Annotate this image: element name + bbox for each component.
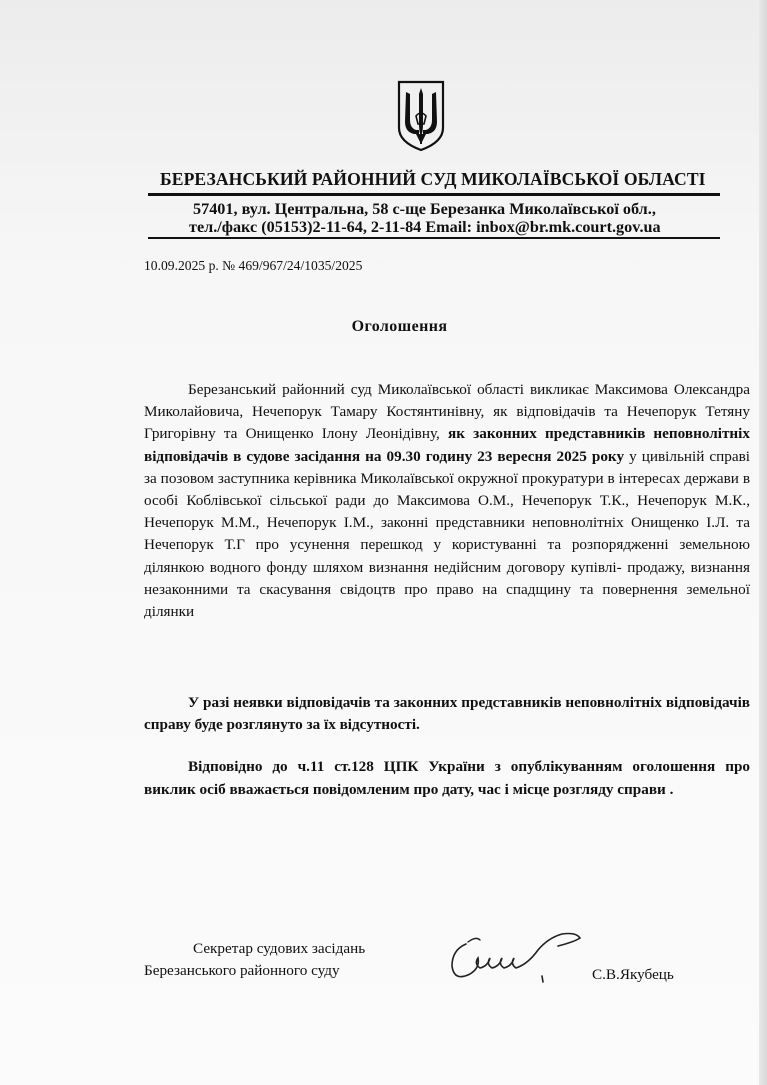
signatory-title-line1: Секретар судових засідань <box>193 940 366 957</box>
court-contacts: тел./факс (05153)2-11-64, 2-11-84 Email: inbox@br.mk.court.gov.ua <box>189 218 661 236</box>
main-paragraph-bold: як законних представників неповнолітніх відповідачів в судове засідання на 09.30 годину 23 вересня 2025 року <box>144 425 750 465</box>
absence-notice-text: У разі неявки відповідачів та законних представників неповнолітніх відповідачів справу буде розглянуто за їх відсутності. <box>144 694 750 733</box>
absence-notice <box>144 692 750 736</box>
document-title: Оголошення <box>351 318 448 335</box>
handwritten-signature <box>440 920 590 995</box>
scan-edge <box>759 0 767 1085</box>
header-divider <box>148 193 720 196</box>
signatory-name: С.В.Якубець <box>592 966 674 983</box>
header-divider-lower <box>148 237 720 239</box>
legal-basis-notice <box>144 755 750 801</box>
court-name: БЕРЕЗАНСЬКИЙ РАЙОННИЙ СУД МИКОЛАЇВСЬКОЇ ОБЛАСТІ <box>160 169 706 189</box>
main-paragraph <box>144 379 750 623</box>
coat-of-arms-icon <box>396 80 446 152</box>
main-paragraph-part2: у цивільній справі за позовом заступника керівника Миколаївської окружної прокуратури в інтересах держави в особі Коблівської сільської ради до Максимова О.М., Нечепорук Т.К., Нечепорук М.К., Нечепорук М.М., Нечепорук І.М., законні представники неповнолітніх Онищенко І.Л. та Нечепорук Т.Г про усунення перешкод у користуванні та розпорядженні земельною ділянкою водного фонду шляхом визнання недійсним договору купівлі- продажу, визнання незаконними та скасування свідоцтв про право на спадщину та повернення земельної ділянки <box>144 447 750 621</box>
reference-number: 10.09.2025 р. № 469/967/24/1035/2025 <box>144 258 363 273</box>
signatory-title-line2: Березанського районного суду <box>144 962 340 979</box>
court-address: 57401, вул. Центральна, 58 с-ще Березанка Миколаївської обл., <box>193 200 656 218</box>
main-paragraph-part1: Березанський районний суд Миколаївської області викликає Максимова Олександра Миколайовича, Нечепорук Тамару Костянтинівну, як відповідачів та Нечепорук Тетяну Григорівну та Онищенко Ілону Леонідівну, <box>144 381 750 443</box>
legal-basis-text: Відповідно до ч.11 ст.128 ЦПК України з опублікуванням оголошення про виклик осіб вважається повідомленим про дату, час і місце розгляду справи . <box>144 758 750 798</box>
